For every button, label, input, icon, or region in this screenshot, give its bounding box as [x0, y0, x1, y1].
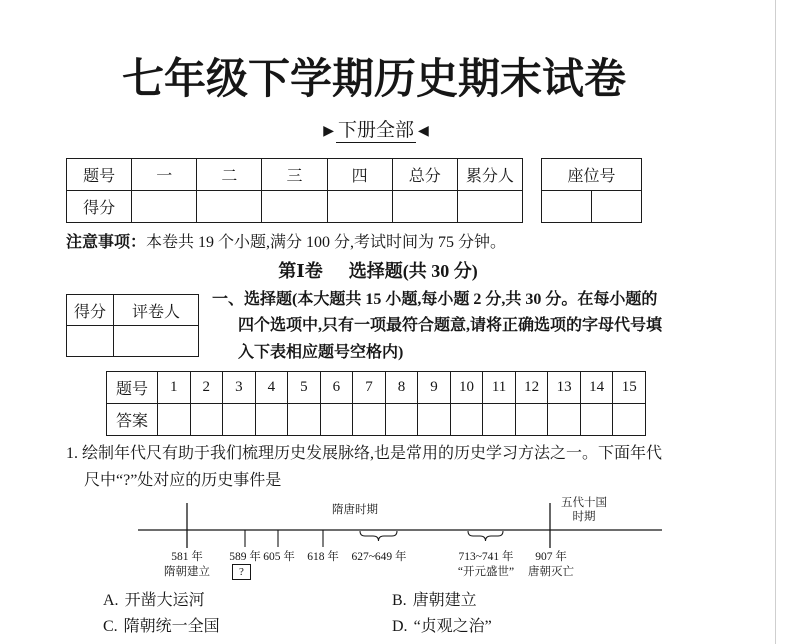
answer-header-number: 9 — [418, 372, 451, 404]
score-header-total: 总分 — [392, 159, 457, 191]
score-cell-part-3 — [262, 191, 327, 223]
grader-table-header-row — [67, 295, 199, 326]
answer-header-number: 6 — [320, 372, 353, 404]
timeline-year-label: 627~649 年 — [351, 551, 407, 563]
score-table — [66, 158, 523, 223]
option-text: 唐朝建立 — [412, 592, 477, 609]
answer-header-number: 15 — [613, 372, 646, 404]
left-triangle-icon: ◀ — [418, 123, 429, 139]
option-letter: B. — [392, 592, 407, 609]
right-triangle-icon: ▶ — [323, 123, 334, 139]
answer-header-number: 2 — [190, 372, 223, 404]
answer-cell — [548, 404, 581, 436]
answer-cell — [483, 404, 516, 436]
timeline-brace-627-649 — [360, 531, 397, 541]
exam-subtitle — [276, 118, 476, 144]
answer-header-number: 12 — [515, 372, 548, 404]
answer-header-label: 题号 — [107, 372, 158, 404]
score-table-header-row — [67, 159, 523, 191]
seat-table-header-row — [542, 159, 642, 191]
page-edge-line — [775, 0, 776, 644]
question-1-line-1: 1. 绘制年代尺有助于我们梳理历史发展脉络,也是常用的历史学习方法之一。下面年代 — [66, 445, 663, 462]
answer-header-number: 1 — [158, 372, 191, 404]
timeline-period-label: 隋唐时期 — [332, 504, 378, 516]
grader-cell-reviewer — [114, 326, 199, 357]
grader-header-reviewer: 评卷人 — [114, 295, 199, 326]
timeline-year-label: 589 年 — [229, 551, 261, 563]
option-text: 开凿大运河 — [124, 592, 205, 609]
option-letter: D. — [392, 618, 408, 635]
option-b — [392, 592, 477, 610]
timeline-year-label: 618 年 — [307, 551, 339, 563]
answer-cell — [515, 404, 548, 436]
section-instruction-line-1: 一、选择题(本大题共 15 小题,每小题 2 分,共 30 分。在每小题的 — [212, 291, 658, 308]
option-text: “贞观之治” — [413, 618, 492, 635]
subtitle-text: 下册全部 — [337, 120, 414, 141]
grader-table — [66, 294, 199, 357]
score-header-accumulator: 累分人 — [457, 159, 522, 191]
answer-cell — [255, 404, 288, 436]
answer-header-number: 13 — [548, 372, 581, 404]
answer-table-header-row — [107, 372, 646, 404]
option-text: 隋朝统一全国 — [123, 618, 220, 635]
answer-cell — [190, 404, 223, 436]
answer-header-number: 7 — [353, 372, 386, 404]
score-cell-total — [392, 191, 457, 223]
timeline-event-label: 唐朝灭亡 — [528, 566, 574, 578]
score-cell-accumulator — [457, 191, 522, 223]
question-1-line-2: 尺中“?”处对应的历史事件是 — [84, 472, 282, 489]
timeline-event-label: “开元盛世” — [457, 566, 515, 578]
answer-header-number: 5 — [288, 372, 321, 404]
notice-text: 本卷共 19 个小题,满分 100 分,考试时间为 75 分钟。 — [146, 234, 507, 251]
option-d — [392, 618, 492, 636]
grader-cell-score — [67, 326, 114, 357]
answer-cell — [353, 404, 386, 436]
answer-table — [106, 371, 646, 436]
part-title — [228, 260, 528, 282]
timeline-year-label: 907 年 — [535, 551, 567, 563]
answer-cell — [613, 404, 646, 436]
answer-row-label: 答案 — [107, 404, 158, 436]
section-instruction-line-2: 四个选项中,只有一项最符合题意,请将正确选项的字母代号填 — [238, 317, 663, 334]
answer-table-answer-row — [107, 404, 646, 436]
score-header-part-3: 三 — [262, 159, 327, 191]
answer-header-number: 4 — [255, 372, 288, 404]
timeline-later-period-line-1: 五代十国 — [561, 497, 607, 509]
exam-title: 七年级下学期历史期末试卷 — [121, 57, 626, 103]
seat-number-cell-1 — [542, 191, 592, 223]
score-cell-part-4 — [327, 191, 392, 223]
score-cell-part-1 — [132, 191, 197, 223]
answer-cell — [450, 404, 483, 436]
answer-cell — [158, 404, 191, 436]
score-header-part-1: 一 — [132, 159, 197, 191]
seat-table-value-row — [542, 191, 642, 223]
exam-notice — [66, 234, 506, 252]
answer-cell — [580, 404, 613, 436]
answer-header-number: 8 — [385, 372, 418, 404]
timeline-question-box: ? — [232, 564, 251, 580]
timeline-year-label: 581 年 — [171, 551, 203, 563]
answer-header-number: 11 — [483, 372, 516, 404]
answer-cell — [320, 404, 353, 436]
score-cell-part-2 — [197, 191, 262, 223]
answer-header-number: 3 — [223, 372, 256, 404]
answer-cell — [223, 404, 256, 436]
score-table-score-row — [67, 191, 523, 223]
grader-header-score: 得分 — [67, 295, 114, 326]
part-heading: 选择题(共 30 分) — [348, 261, 478, 281]
seat-number-table — [541, 158, 642, 223]
section-instruction-line-3: 入下表相应题号空格内) — [238, 344, 404, 361]
timeline-event-label: 隋朝建立 — [164, 566, 210, 578]
answer-header-number: 10 — [450, 372, 483, 404]
timeline-year-label: 605 年 — [263, 551, 295, 563]
answer-cell — [288, 404, 321, 436]
score-header-part-4: 四 — [327, 159, 392, 191]
timeline-year-label: 713~741 年 — [458, 551, 514, 563]
score-row-label: 得分 — [67, 191, 132, 223]
part-volume: 第Ⅰ卷 — [278, 261, 323, 281]
timeline-brace-713-741 — [468, 531, 503, 541]
score-header-question-number: 题号 — [67, 159, 132, 191]
seat-number-cell-2 — [592, 191, 642, 223]
answer-header-number: 14 — [580, 372, 613, 404]
timeline-later-period-line-2: 时期 — [572, 511, 596, 523]
answer-cell — [385, 404, 418, 436]
option-letter: C. — [103, 618, 118, 635]
answer-cell — [418, 404, 451, 436]
option-a — [103, 592, 205, 610]
notice-label: 注意事项： — [66, 234, 147, 251]
seat-number-header: 座位号 — [542, 159, 642, 191]
option-letter: A. — [103, 592, 119, 609]
grader-table-value-row — [67, 326, 199, 357]
option-c — [103, 618, 220, 636]
score-header-part-2: 二 — [197, 159, 262, 191]
